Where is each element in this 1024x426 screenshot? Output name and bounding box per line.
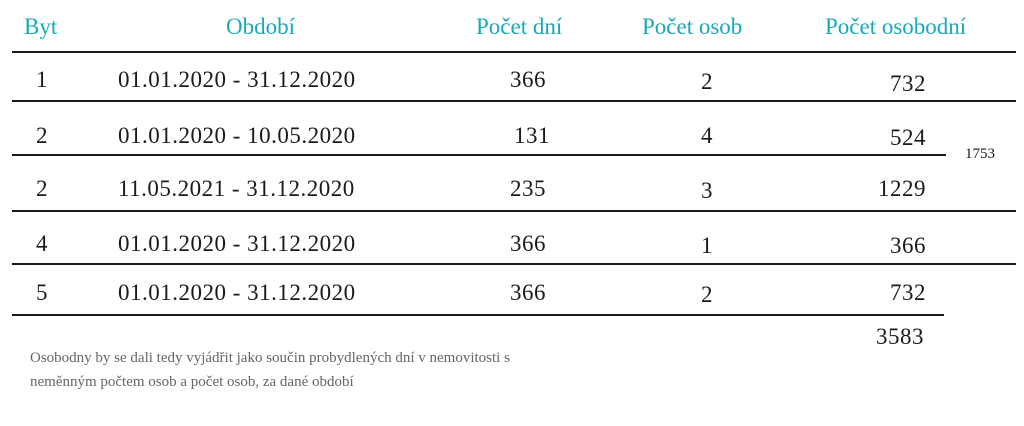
cell-pocet-dni: 235 bbox=[510, 176, 546, 201]
cell-obdobi: 01.01.2020 - 31.12.2020 bbox=[118, 67, 356, 92]
footnote: Osobodny by se dali tedy vyjádřit jako součin probydlených dní v nemovitosti s neměnným počtem osob a počet osob, za dané období bbox=[30, 350, 510, 390]
subtotal-byt-2: 1753 bbox=[965, 146, 995, 162]
cell-obdobi: 11.05.2021 - 31.12.2020 bbox=[118, 176, 355, 201]
header-pocet-osob: Počet osob bbox=[642, 14, 743, 39]
cell-pocet-osob: 4 bbox=[701, 123, 713, 148]
header-pocet-osobodni: Počet osobodní bbox=[825, 14, 967, 39]
cell-obdobi: 01.01.2020 - 10.05.2020 bbox=[118, 123, 356, 148]
cell-pocet-osob: 3 bbox=[701, 178, 713, 203]
row-divider bbox=[12, 100, 1016, 102]
cell-byt: 2 bbox=[36, 123, 48, 148]
row-divider bbox=[12, 154, 946, 156]
cell-pocet-osobodni: 366 bbox=[890, 233, 926, 258]
cell-obdobi: 01.01.2020 - 31.12.2020 bbox=[118, 231, 356, 256]
cell-pocet-dni: 366 bbox=[510, 67, 546, 92]
cell-pocet-osob: 2 bbox=[701, 282, 713, 307]
row-divider bbox=[12, 210, 1016, 212]
cell-byt: 2 bbox=[36, 176, 48, 201]
cell-byt: 5 bbox=[36, 280, 48, 305]
cell-pocet-dni: 131 bbox=[514, 123, 550, 148]
cell-obdobi: 01.01.2020 - 31.12.2020 bbox=[118, 280, 356, 305]
cell-byt: 4 bbox=[36, 231, 48, 256]
cell-pocet-osobodni: 1229 bbox=[878, 176, 926, 201]
row-divider bbox=[12, 263, 1016, 265]
header-rule bbox=[12, 51, 1016, 53]
cell-pocet-osobodni: 524 bbox=[890, 125, 926, 150]
cell-byt: 1 bbox=[36, 67, 48, 92]
header-pocet-dni: Počet dní bbox=[476, 14, 563, 39]
cell-pocet-dni: 366 bbox=[510, 231, 546, 256]
cell-pocet-osob: 2 bbox=[701, 69, 713, 94]
cell-pocet-osob: 1 bbox=[701, 233, 713, 258]
header-obdobi: Období bbox=[226, 14, 295, 39]
cell-pocet-dni: 366 bbox=[510, 280, 546, 305]
grand-total: 3583 bbox=[876, 324, 924, 349]
header-byt: Byt bbox=[24, 14, 58, 39]
cell-pocet-osobodni: 732 bbox=[890, 71, 926, 96]
table-bottom-rule bbox=[12, 314, 944, 316]
cell-pocet-osobodni: 732 bbox=[890, 280, 926, 305]
